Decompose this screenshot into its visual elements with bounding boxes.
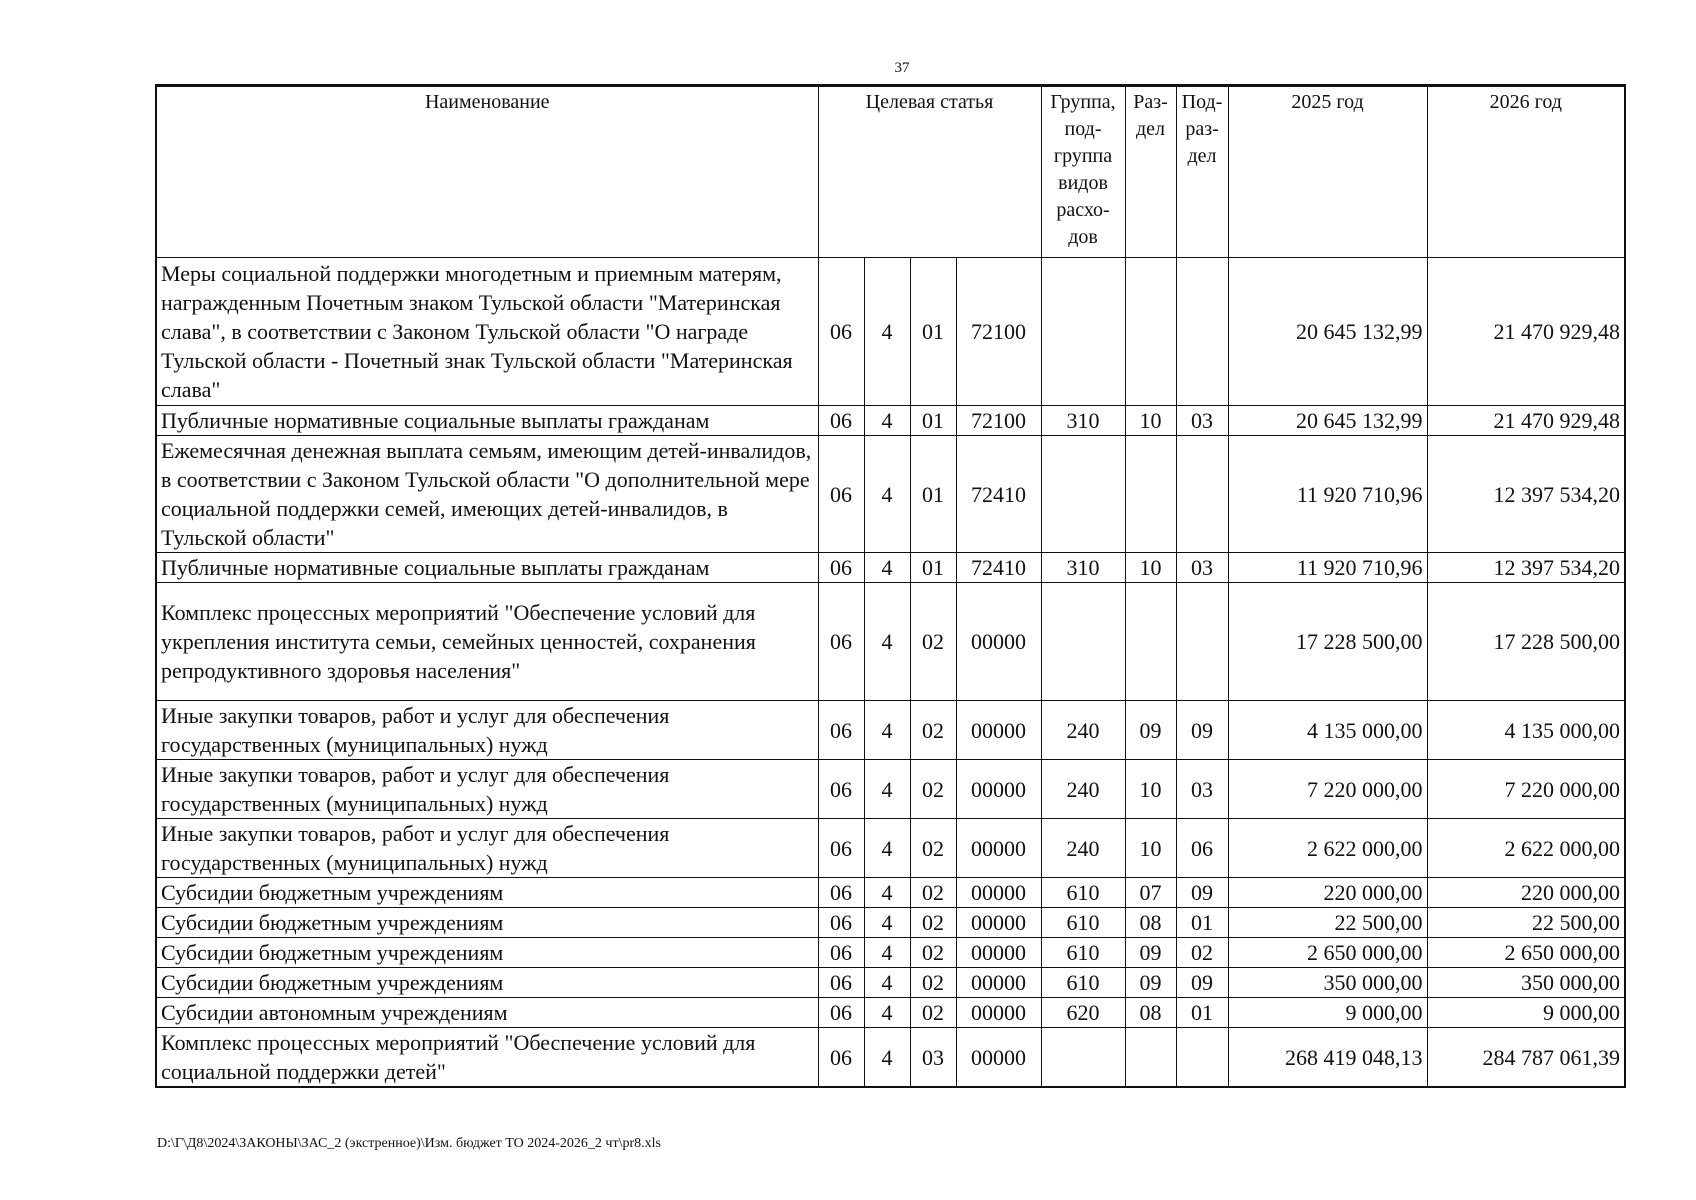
expense-group: 610: [1041, 938, 1125, 968]
subsection: [1176, 258, 1228, 406]
subsection: 03: [1176, 553, 1228, 583]
target-article-direction: 00000: [956, 938, 1041, 968]
table-row: [156, 760, 1625, 819]
row-name: Иные закупки товаров, работ и услуг для обеспечения государственных (муниципальных) нужд: [156, 819, 818, 878]
table-row: [156, 583, 1625, 701]
section: 09: [1125, 968, 1176, 998]
table-row: [156, 436, 1625, 553]
section: [1125, 1028, 1176, 1088]
amount-2025: 2 622 000,00: [1228, 819, 1427, 878]
row-name: Субсидии бюджетным учреждениям: [156, 938, 818, 968]
expense-group: 310: [1041, 553, 1125, 583]
subsection: 02: [1176, 938, 1228, 968]
target-article-type: 4: [864, 701, 910, 760]
target-article-direction: 72100: [956, 258, 1041, 406]
target-article-subprogram: 02: [910, 938, 956, 968]
target-article-type: 4: [864, 968, 910, 998]
target-article-type: 4: [864, 406, 910, 436]
target-article-subprogram: 01: [910, 406, 956, 436]
amount-2025: 7 220 000,00: [1228, 760, 1427, 819]
table-row: [156, 938, 1625, 968]
row-name: Субсидии бюджетным учреждениям: [156, 968, 818, 998]
target-article-direction: 00000: [956, 583, 1041, 701]
amount-2025: 20 645 132,99: [1228, 258, 1427, 406]
section: [1125, 583, 1176, 701]
target-article-subprogram: 02: [910, 819, 956, 878]
amount-2025: 350 000,00: [1228, 968, 1427, 998]
target-article-subprogram: 02: [910, 908, 956, 938]
expense-group: 610: [1041, 908, 1125, 938]
amount-2025: 22 500,00: [1228, 908, 1427, 938]
page-number: 37: [894, 60, 910, 76]
table-row: [156, 258, 1625, 406]
header-row: [156, 86, 1625, 258]
target-article-program: 06: [818, 701, 864, 760]
row-name: Публичные нормативные социальные выплаты гражданам: [156, 553, 818, 583]
expense-group: [1041, 1028, 1125, 1088]
amount-2025: 20 645 132,99: [1228, 406, 1427, 436]
target-article-program: 06: [818, 908, 864, 938]
amount-2025: 2 650 000,00: [1228, 938, 1427, 968]
amount-2026: 12 397 534,20: [1427, 553, 1625, 583]
table-row: [156, 1028, 1625, 1088]
expense-group: 240: [1041, 819, 1125, 878]
amount-2026: 17 228 500,00: [1427, 583, 1625, 701]
target-article-program: 06: [818, 258, 864, 406]
section: 09: [1125, 701, 1176, 760]
table-row: [156, 908, 1625, 938]
amount-2026: 9 000,00: [1427, 998, 1625, 1028]
target-article-subprogram: 01: [910, 436, 956, 553]
row-name: Ежемесячная денежная выплата семьям, имеющим детей-инвалидов, в соответствии с Законом Тульской области "О дополнительной мере социальной поддержки семей, имеющих детей-инвалидов, в Тульской области": [156, 436, 818, 553]
expense-group: 610: [1041, 878, 1125, 908]
row-name: Субсидии бюджетным учреждениям: [156, 878, 818, 908]
target-article-direction: 00000: [956, 760, 1041, 819]
target-article-type: 4: [864, 998, 910, 1028]
row-name: Субсидии бюджетным учреждениям: [156, 908, 818, 938]
target-article-direction: 72410: [956, 436, 1041, 553]
subsection: 09: [1176, 701, 1228, 760]
row-name: Субсидии автономным учреждениям: [156, 998, 818, 1028]
target-article-direction: 72100: [956, 406, 1041, 436]
target-article-program: 06: [818, 436, 864, 553]
expense-group: [1041, 258, 1125, 406]
row-name: Публичные нормативные социальные выплаты гражданам: [156, 406, 818, 436]
target-article-program: 06: [818, 583, 864, 701]
section: 07: [1125, 878, 1176, 908]
header-subsection: Под- раз- дел: [1176, 86, 1228, 258]
target-article-type: 4: [864, 938, 910, 968]
amount-2026: 284 787 061,39: [1427, 1028, 1625, 1088]
table-row: [156, 553, 1625, 583]
row-name: Меры социальной поддержки многодетным и приемным матерям, награжденным Почетным знаком Тульской области "Материнская слава", в соответствии с Законом Тульской области "О награде Тульской области - Почетный знак Тульской области "Материнская слава": [156, 258, 818, 406]
expense-group: [1041, 583, 1125, 701]
target-article-type: 4: [864, 553, 910, 583]
header-year-2026: 2026 год: [1427, 86, 1625, 258]
target-article-subprogram: 02: [910, 968, 956, 998]
amount-2025: 17 228 500,00: [1228, 583, 1427, 701]
table-row: [156, 998, 1625, 1028]
target-article-direction: 00000: [956, 819, 1041, 878]
amount-2025: 4 135 000,00: [1228, 701, 1427, 760]
subsection: 03: [1176, 760, 1228, 819]
amount-2026: 4 135 000,00: [1427, 701, 1625, 760]
subsection: 03: [1176, 406, 1228, 436]
target-article-type: 4: [864, 583, 910, 701]
target-article-subprogram: 01: [910, 258, 956, 406]
amount-2026: 2 650 000,00: [1427, 938, 1625, 968]
header-section: Раз- дел: [1125, 86, 1176, 258]
row-name: Иные закупки товаров, работ и услуг для обеспечения государственных (муниципальных) нужд: [156, 701, 818, 760]
target-article-type: 4: [864, 819, 910, 878]
section: [1125, 258, 1176, 406]
section: 10: [1125, 760, 1176, 819]
expense-group: 240: [1041, 760, 1125, 819]
amount-2026: 21 470 929,48: [1427, 258, 1625, 406]
footer-file-path: D:\Г\Д8\2024\ЗАКОНЫ\ЗАС_2 (экстренное)\Изм. бюджет ТО 2024-2026_2 чт\pr8.xls: [157, 1136, 661, 1151]
target-article-subprogram: 02: [910, 760, 956, 819]
expense-group: 310: [1041, 406, 1125, 436]
section: 10: [1125, 819, 1176, 878]
target-article-direction: 00000: [956, 968, 1041, 998]
target-article-type: 4: [864, 878, 910, 908]
target-article-type: 4: [864, 908, 910, 938]
amount-2026: 220 000,00: [1427, 878, 1625, 908]
section: 08: [1125, 908, 1176, 938]
target-article-direction: 00000: [956, 1028, 1041, 1088]
subsection: 09: [1176, 968, 1228, 998]
target-article-subprogram: 02: [910, 583, 956, 701]
amount-2026: 2 622 000,00: [1427, 819, 1625, 878]
target-article-program: 06: [818, 998, 864, 1028]
subsection: [1176, 583, 1228, 701]
table-row: [156, 878, 1625, 908]
subsection: [1176, 436, 1228, 553]
amount-2026: 350 000,00: [1427, 968, 1625, 998]
target-article-subprogram: 02: [910, 701, 956, 760]
target-article-program: 06: [818, 938, 864, 968]
target-article-type: 4: [864, 258, 910, 406]
expense-group: 610: [1041, 968, 1125, 998]
target-article-type: 4: [864, 436, 910, 553]
target-article-subprogram: 01: [910, 553, 956, 583]
amount-2026: 7 220 000,00: [1427, 760, 1625, 819]
amount-2025: 268 419 048,13: [1228, 1028, 1427, 1088]
expense-group: 240: [1041, 701, 1125, 760]
target-article-program: 06: [818, 1028, 864, 1088]
table-row: [156, 406, 1625, 436]
amount-2025: 11 920 710,96: [1228, 436, 1427, 553]
amount-2026: 21 470 929,48: [1427, 406, 1625, 436]
target-article-program: 06: [818, 878, 864, 908]
target-article-subprogram: 02: [910, 998, 956, 1028]
table-row: [156, 968, 1625, 998]
target-article-program: 06: [818, 760, 864, 819]
table-row: [156, 819, 1625, 878]
table-body: [156, 258, 1625, 1088]
amount-2025: 11 920 710,96: [1228, 553, 1427, 583]
amount-2025: 9 000,00: [1228, 998, 1427, 1028]
header-year-2025: 2025 год: [1228, 86, 1427, 258]
header-target-article: Целевая статья: [818, 86, 1041, 258]
target-article-subprogram: 03: [910, 1028, 956, 1088]
header-group: Группа, под- группа видов расхо- дов: [1041, 86, 1125, 258]
amount-2026: 22 500,00: [1427, 908, 1625, 938]
target-article-program: 06: [818, 968, 864, 998]
section: [1125, 436, 1176, 553]
expense-group: [1041, 436, 1125, 553]
target-article-program: 06: [818, 406, 864, 436]
budget-table: [155, 84, 1626, 1088]
target-article-type: 4: [864, 1028, 910, 1088]
expense-group: 620: [1041, 998, 1125, 1028]
row-name: Иные закупки товаров, работ и услуг для обеспечения государственных (муниципальных) нужд: [156, 760, 818, 819]
subsection: 09: [1176, 878, 1228, 908]
subsection: 01: [1176, 998, 1228, 1028]
target-article-program: 06: [818, 553, 864, 583]
section: 08: [1125, 998, 1176, 1028]
target-article-type: 4: [864, 760, 910, 819]
target-article-subprogram: 02: [910, 878, 956, 908]
row-name: Комплекс процессных мероприятий "Обеспечение условий для укрепления института семьи, семейных ценностей, сохранения репродуктивного здоровья населения": [156, 583, 818, 701]
amount-2026: 12 397 534,20: [1427, 436, 1625, 553]
section: 10: [1125, 406, 1176, 436]
target-article-direction: 00000: [956, 908, 1041, 938]
target-article-direction: 00000: [956, 701, 1041, 760]
amount-2025: 220 000,00: [1228, 878, 1427, 908]
target-article-direction: 72410: [956, 553, 1041, 583]
target-article-direction: 00000: [956, 998, 1041, 1028]
section: 09: [1125, 938, 1176, 968]
row-name: Комплекс процессных мероприятий "Обеспечение условий для социальной поддержки детей": [156, 1028, 818, 1088]
target-article-program: 06: [818, 819, 864, 878]
target-article-direction: 00000: [956, 878, 1041, 908]
table-row: [156, 701, 1625, 760]
subsection: 06: [1176, 819, 1228, 878]
section: 10: [1125, 553, 1176, 583]
subsection: 01: [1176, 908, 1228, 938]
header-name: Наименование: [156, 86, 818, 258]
subsection: [1176, 1028, 1228, 1088]
